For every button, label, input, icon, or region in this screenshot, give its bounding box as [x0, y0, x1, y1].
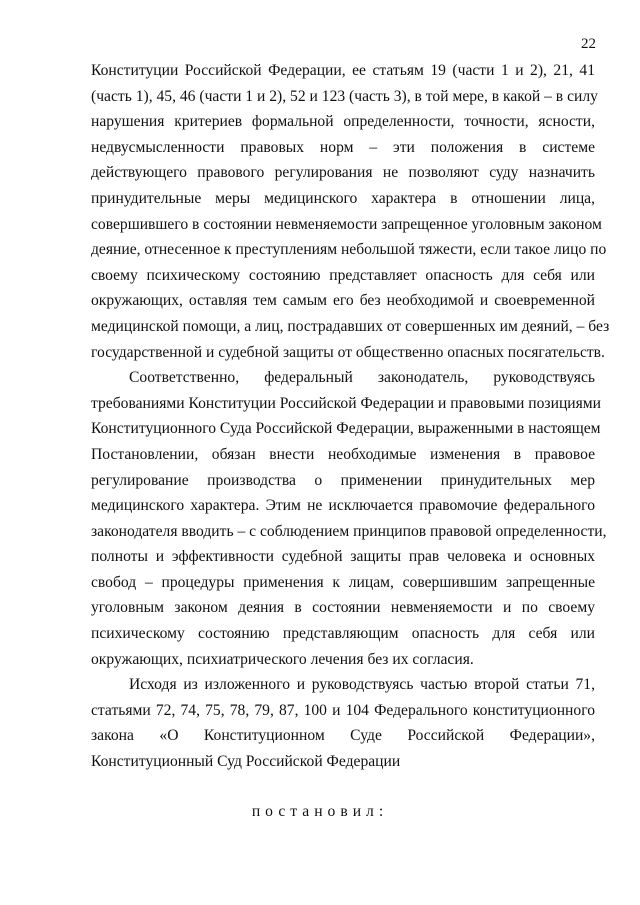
text-line: Исходя из изложенного и руководствуясь частью второй статьи 71, — [129, 676, 595, 694]
text-line: свобод – процедуры применения к лицам, совершившим запрещенные — [91, 573, 595, 591]
paragraph-legislator-obligation — [91, 365, 607, 672]
text-line: (часть 1), 45, 46 (части 1 и 2), 52 и 123 (часть 3), в той мере, в какой – в силу — [91, 87, 598, 105]
text-line: законодателя вводить – с соблюдением принципов правовой определенности, — [91, 522, 607, 540]
text-line: действующего правового регулирования не позволяют суду назначить — [91, 164, 595, 182]
paragraph-operative-preamble — [91, 672, 595, 774]
text-line: регулирование производства о применении принудительных мер — [91, 471, 595, 489]
text-line: медицинской помощи, а лиц, пострадавших от совершенных им деяний, – без — [91, 317, 610, 335]
text-line: закона «О Конституционном Суде Российской Федерации», — [91, 727, 595, 745]
text-line: Постановлении, обязан внести необходимые изменения в правовое — [91, 445, 595, 463]
text-line: совершившего в состоянии невменяемости запрещенное уголовным законом — [91, 215, 602, 233]
text-line: Соответственно, федеральный законодатель, руководствуясь — [129, 369, 595, 387]
text-line: Конституционный Суд Российской Федерации — [91, 753, 401, 771]
document-body — [91, 58, 610, 775]
text-line: недвусмысленности правовых норм – эти положения в системе — [91, 138, 595, 156]
text-line: государственной и судебной защиты от общественно опасных посягательств. — [91, 343, 605, 361]
text-line: нарушения критериев формальной определенности, точности, ясности, — [91, 113, 595, 131]
text-line: психическому состоянию представляющим опасность для себя или — [91, 625, 595, 643]
text-line: деяние, отнесенное к преступлениям небольшой тяжести, если такое лицо по — [91, 241, 607, 259]
text-line: принудительные меры медицинского характера в отношении лица, — [91, 189, 595, 207]
paragraph-continuation — [91, 58, 610, 365]
resolution-heading: постановил: — [251, 803, 389, 820]
text-line: медицинского характера. Этим не исключается правомочие федерального — [91, 497, 595, 515]
text-line: окружающих, оставляя тем самым его без необходимой и своевременной — [91, 292, 595, 310]
text-line: полноты и эффективности судебной защиты прав человека и основных — [91, 548, 595, 566]
page-number: 22 — [581, 36, 596, 52]
text-line: Конституционного Суда Российской Федерации, выраженными в настоящем — [91, 420, 601, 438]
text-line: окружающих, психиатрического лечения без их согласия. — [91, 650, 474, 668]
text-line: статьями 72, 74, 75, 78, 79, 87, 100 и 104 Федерального конституционного — [91, 701, 595, 719]
text-line: уголовным законом деяния в состоянии невменяемости и по своему — [91, 599, 595, 617]
text-line: требованиями Конституции Российской Федерации и правовыми позициями — [91, 394, 602, 412]
text-line: своему психическому состоянию представляет опасность для себя или — [91, 266, 595, 284]
text-line: Конституции Российской Федерации, ее статьям 19 (части 1 и 2), 21, 41 — [91, 62, 595, 79]
